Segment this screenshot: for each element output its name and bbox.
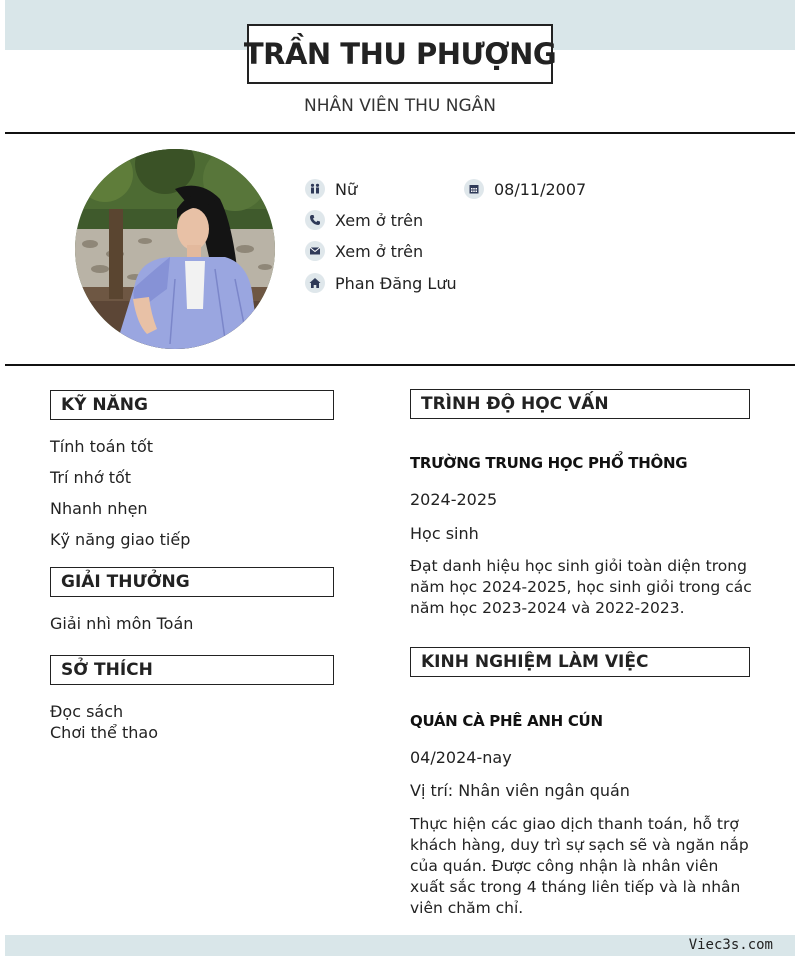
awards-heading: GIẢI THƯỞNG <box>50 567 334 597</box>
birthday-value: 08/11/2007 <box>494 179 587 199</box>
experience-description: Thực hiện các giao dịch thanh toán, hỗ trợ khách hàng, duy trì sự sạch sẽ và ngăn nắp của quán. Được công nhận là nhân viên xuất sắc trong 4 tháng liên tiếp và là nhân viên chăm chỉ. <box>410 815 749 917</box>
skill-item: Nhanh nhẹn <box>50 499 148 518</box>
profile-photo <box>75 149 275 349</box>
name-box <box>243 24 557 84</box>
gender-row <box>305 179 357 199</box>
hobby-item: Đọc sách <box>50 702 124 721</box>
award-item: Giải nhì môn Toán <box>50 614 194 633</box>
address-row <box>305 273 457 293</box>
address-value: Phan Đăng Lưu <box>335 273 457 293</box>
education-period: 2024-2025 <box>410 490 498 509</box>
divider-top <box>5 132 795 134</box>
phone-value: Xem ở trên <box>335 210 424 230</box>
experience-heading: KINH NGHIỆM LÀM VIỆC <box>410 647 750 677</box>
school-name: TRƯỜNG TRUNG HỌC PHỔ THÔNG <box>410 454 688 472</box>
home-icon <box>305 273 325 293</box>
education-description: Đạt danh hiệu học sinh giỏi toàn diện trong năm học 2024-2025, học sinh giỏi trong các năm học 2023-2024 và 2022-2023. <box>410 557 752 617</box>
email-value: Xem ở trên <box>335 241 424 261</box>
skill-item: Trí nhớ tốt <box>50 468 132 487</box>
people-icon <box>305 179 325 199</box>
footer-brand[interactable]: Viec3s.com <box>688 937 773 953</box>
divider-middle <box>5 364 795 366</box>
calendar-icon <box>464 179 484 199</box>
job-title: NHÂN VIÊN THU NGÂN <box>303 96 496 116</box>
phone-icon <box>305 210 325 230</box>
skills-heading: KỸ NĂNG <box>50 390 334 420</box>
hobbies-heading: SỞ THÍCH <box>50 655 334 685</box>
experience-position: Vị trí: Nhân viên ngân quán <box>410 781 630 800</box>
skill-item: Tính toán tốt <box>50 437 154 456</box>
hobby-item: Chơi thể thao <box>50 723 158 742</box>
phone-row <box>305 210 423 230</box>
birthday-row <box>464 179 586 199</box>
education-role: Học sinh <box>410 524 479 543</box>
education-heading: TRÌNH ĐỘ HỌC VẤN <box>410 389 750 419</box>
email-row <box>305 241 423 261</box>
company-name: QUÁN CÀ PHÊ ANH CÚN <box>410 712 603 730</box>
bottom-band <box>5 935 795 956</box>
gender-value: Nữ <box>335 179 358 199</box>
experience-period: 04/2024-nay <box>410 748 512 767</box>
candidate-name: TRẦN THU PHƯỢNG <box>243 37 557 71</box>
skill-item: Kỹ năng giao tiếp <box>50 530 191 549</box>
envelope-icon <box>305 241 325 261</box>
